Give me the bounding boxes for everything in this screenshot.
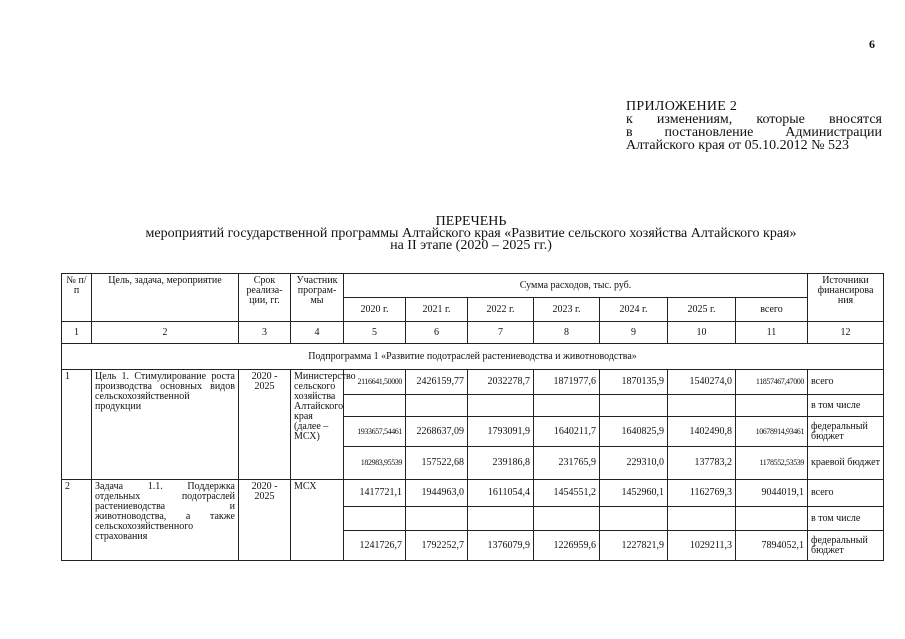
- appendix-line-2: в постановление Администрации: [626, 125, 882, 140]
- col-number: 3: [239, 322, 291, 344]
- appendix-title: ПРИЛОЖЕНИЕ 2: [626, 99, 738, 114]
- value-cell: 1029211,3: [668, 531, 736, 561]
- header-year: 2022 г.: [468, 298, 534, 322]
- value-cell: 1454551,2: [534, 480, 600, 507]
- header-sum: Сумма расходов, тыс. руб.: [344, 274, 808, 298]
- header-num: № п/п: [62, 274, 92, 322]
- heading-line-2: на II этапе (2020 – 2025 гг.): [390, 238, 552, 253]
- heading-line-1: мероприятий государственной программы Алтайского края «Развитие сельского хозяйства Алтайского края»: [145, 226, 797, 241]
- value-cell: [468, 507, 534, 531]
- value-cell: 1870135,9: [600, 370, 668, 395]
- value-cell: 1452960,1: [600, 480, 668, 507]
- value-cell: [600, 395, 668, 417]
- value-cell: 11857467,47000: [736, 370, 808, 395]
- header-participant: Участник програм-мы: [291, 274, 344, 322]
- col-number: 4: [291, 322, 344, 344]
- value-cell: 1417721,1: [344, 480, 406, 507]
- subprogram-title: Подпрограмма 1 «Развитие подотраслей растениеводства и животноводства»: [62, 344, 884, 370]
- value-cell: 1227821,9: [600, 531, 668, 561]
- value-cell: 229310,0: [600, 447, 668, 480]
- table-row: [62, 480, 884, 507]
- row-term: 2020 - 2025: [239, 370, 291, 480]
- value-cell: 1793091,9: [468, 417, 534, 447]
- value-cell: [736, 395, 808, 417]
- appendix-block: [626, 100, 882, 152]
- source-cell: всего: [808, 480, 884, 507]
- row-num: 1: [62, 370, 92, 480]
- value-cell: [344, 395, 406, 417]
- row-text: Цель 1. Стимулирование роста производства основных видов сельскохозяйственной продукции: [92, 370, 239, 480]
- value-cell: 9044019,1: [736, 480, 808, 507]
- value-cell: [600, 507, 668, 531]
- value-cell: 1540274,0: [668, 370, 736, 395]
- value-cell: 2426159,77: [406, 370, 468, 395]
- value-cell: 157522,68: [406, 447, 468, 480]
- header-goal: Цель, задача, мероприятие: [92, 274, 239, 322]
- value-cell: 1226959,6: [534, 531, 600, 561]
- source-cell: в том числе: [808, 507, 884, 531]
- source-cell: федеральный бюджет: [808, 531, 884, 561]
- col-number: 8: [534, 322, 600, 344]
- value-cell: 239186,8: [468, 447, 534, 480]
- col-number: 1: [62, 322, 92, 344]
- header-year: 2021 г.: [406, 298, 468, 322]
- value-cell: [406, 395, 468, 417]
- value-cell: 10678914,93461: [736, 417, 808, 447]
- row-participant: МСХ: [291, 480, 344, 561]
- value-cell: 231765,9: [534, 447, 600, 480]
- col-number: 11: [736, 322, 808, 344]
- value-cell: 2032278,7: [468, 370, 534, 395]
- header-total: всего: [736, 298, 808, 322]
- col-number: 5: [344, 322, 406, 344]
- value-cell: [468, 395, 534, 417]
- col-number: 12: [808, 322, 884, 344]
- value-cell: 1241726,7: [344, 531, 406, 561]
- value-cell: 1944963,0: [406, 480, 468, 507]
- source-cell: всего: [808, 370, 884, 395]
- header-term: Срок реализа-ции, гг.: [239, 274, 291, 322]
- document-heading: [60, 216, 882, 252]
- appendix-line-3: Алтайского края от 05.10.2012 № 523: [626, 138, 850, 153]
- source-cell: в том числе: [808, 395, 884, 417]
- value-cell: 1178552,53539: [736, 447, 808, 480]
- header-year: 2020 г.: [344, 298, 406, 322]
- col-number: 7: [468, 322, 534, 344]
- col-number: 10: [668, 322, 736, 344]
- header-year: 2023 г.: [534, 298, 600, 322]
- row-participant: Министерство сельского хозяйства Алтайского края (далее – МСХ): [291, 370, 344, 480]
- value-cell: 182983,95539: [344, 447, 406, 480]
- source-cell: краевой бюджет: [808, 447, 884, 480]
- value-cell: 1402490,8: [668, 417, 736, 447]
- value-cell: 1376079,9: [468, 531, 534, 561]
- value-cell: 1640211,7: [534, 417, 600, 447]
- page-number: 6: [869, 37, 875, 51]
- appendix-line-1: к изменениям, которые вносятся: [626, 112, 882, 127]
- heading-title: ПЕРЕЧЕНЬ: [435, 214, 507, 229]
- table-row: [62, 370, 884, 395]
- value-cell: [668, 395, 736, 417]
- row-term: 2020 - 2025: [239, 480, 291, 561]
- value-cell: 137783,2: [668, 447, 736, 480]
- header-year: 2024 г.: [600, 298, 668, 322]
- col-number: 2: [92, 322, 239, 344]
- value-cell: [534, 395, 600, 417]
- value-cell: [344, 507, 406, 531]
- header-year: 2025 г.: [668, 298, 736, 322]
- value-cell: 1871977,6: [534, 370, 600, 395]
- value-cell: [736, 507, 808, 531]
- value-cell: 1792252,7: [406, 531, 468, 561]
- source-cell: федеральный бюджет: [808, 417, 884, 447]
- value-cell: 1933657,54461: [344, 417, 406, 447]
- value-cell: 1162769,3: [668, 480, 736, 507]
- value-cell: [406, 507, 468, 531]
- value-cell: [668, 507, 736, 531]
- col-number: 6: [406, 322, 468, 344]
- value-cell: 2268637,09: [406, 417, 468, 447]
- row-text: Задача 1.1. Поддержка отдельных подотраслей растениеводства и животноводства, а также сельскохозяйственного страхования: [92, 480, 239, 561]
- col-number: 9: [600, 322, 668, 344]
- value-cell: 1640825,9: [600, 417, 668, 447]
- row-num: 2: [62, 480, 92, 561]
- measures-table: [61, 273, 884, 561]
- value-cell: 1611054,4: [468, 480, 534, 507]
- value-cell: 7894052,1: [736, 531, 808, 561]
- value-cell: 2116641,50000: [344, 370, 406, 395]
- value-cell: [534, 507, 600, 531]
- header-source: Источники финансирова ния: [808, 274, 884, 322]
